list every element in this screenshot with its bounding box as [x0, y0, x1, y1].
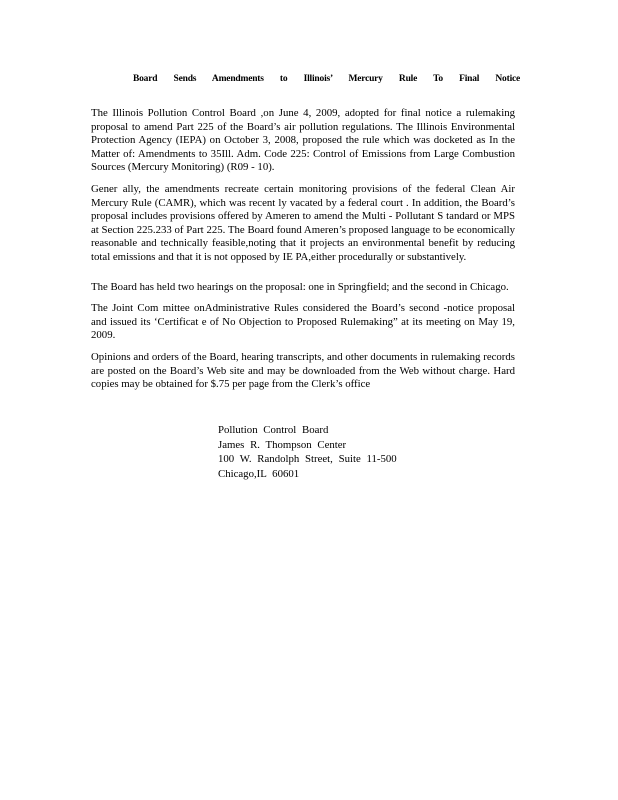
paragraph-jcar: The Joint Com mittee onAdministrative Rules considered the Board’s second -notice proposal and issued its ‘Certificat e of No Objection to Proposed Rulemaking” at its meeting on May 19, 2009. — [91, 302, 515, 342]
address-line-building: James R. Thompson Center — [218, 438, 347, 451]
address-line-organization: Pollution Control Board — [218, 424, 329, 436]
document-title: Board Sends Amendments to Illinois’ Mercury Rule To Final Notice — [133, 74, 521, 84]
paragraph-records: Opinions and orders of the Board, hearing transcripts, and other documents in rulemaking records are posted on the Board’s Web site and may be downloaded from the Web without charge. Hard copies may be obtained for $.75 per page from the Clerk’s office — [91, 350, 515, 391]
document-body — [91, 107, 515, 400]
paragraph-adoption: The Illinois Pollution Control Board ,on June 4, 2009, adopted for final notice a rulemaking proposal to amend Part 225 of the Board’s air pollution regulations. The Illinois Environmental Protection Agency (IEPA) on October 3, 2008, proposed the rule which was docketed as In the Matter of: Amendments to 35Ill. Adm. Code 225: Control of Emissions from Large Combustion Sources (Mercury Monitoring) (R09 - 10). — [91, 107, 515, 174]
address-line-street: 100 W. Randolph Street, Suite 11-500 — [218, 453, 397, 465]
mailing-address — [218, 423, 397, 481]
address-line-city: Chicago,IL 60601 — [218, 467, 300, 480]
paragraph-summary: Gener ally, the amendments recreate certain monitoring provisions of the federal Clean Air Mercury Rule (CAMR), which was recent ly vacated by a federal court . In addition, the Board’s proposal includes provisions offered by Ameren to amend the Multi - Pollutant S tandard or MPS at Section 225.233 of Part 225. The Board found Ameren’s proposed language to be economically reasonable and technically feasible,noting that it projects an environmental benefit by reducing total emissions and that it is not opposed by IE PA,either procedurally or substantively. — [91, 182, 515, 263]
paragraph-hearings: The Board has held two hearings on the proposal: one in Springfield; and the second in Chicago. — [91, 280, 509, 293]
